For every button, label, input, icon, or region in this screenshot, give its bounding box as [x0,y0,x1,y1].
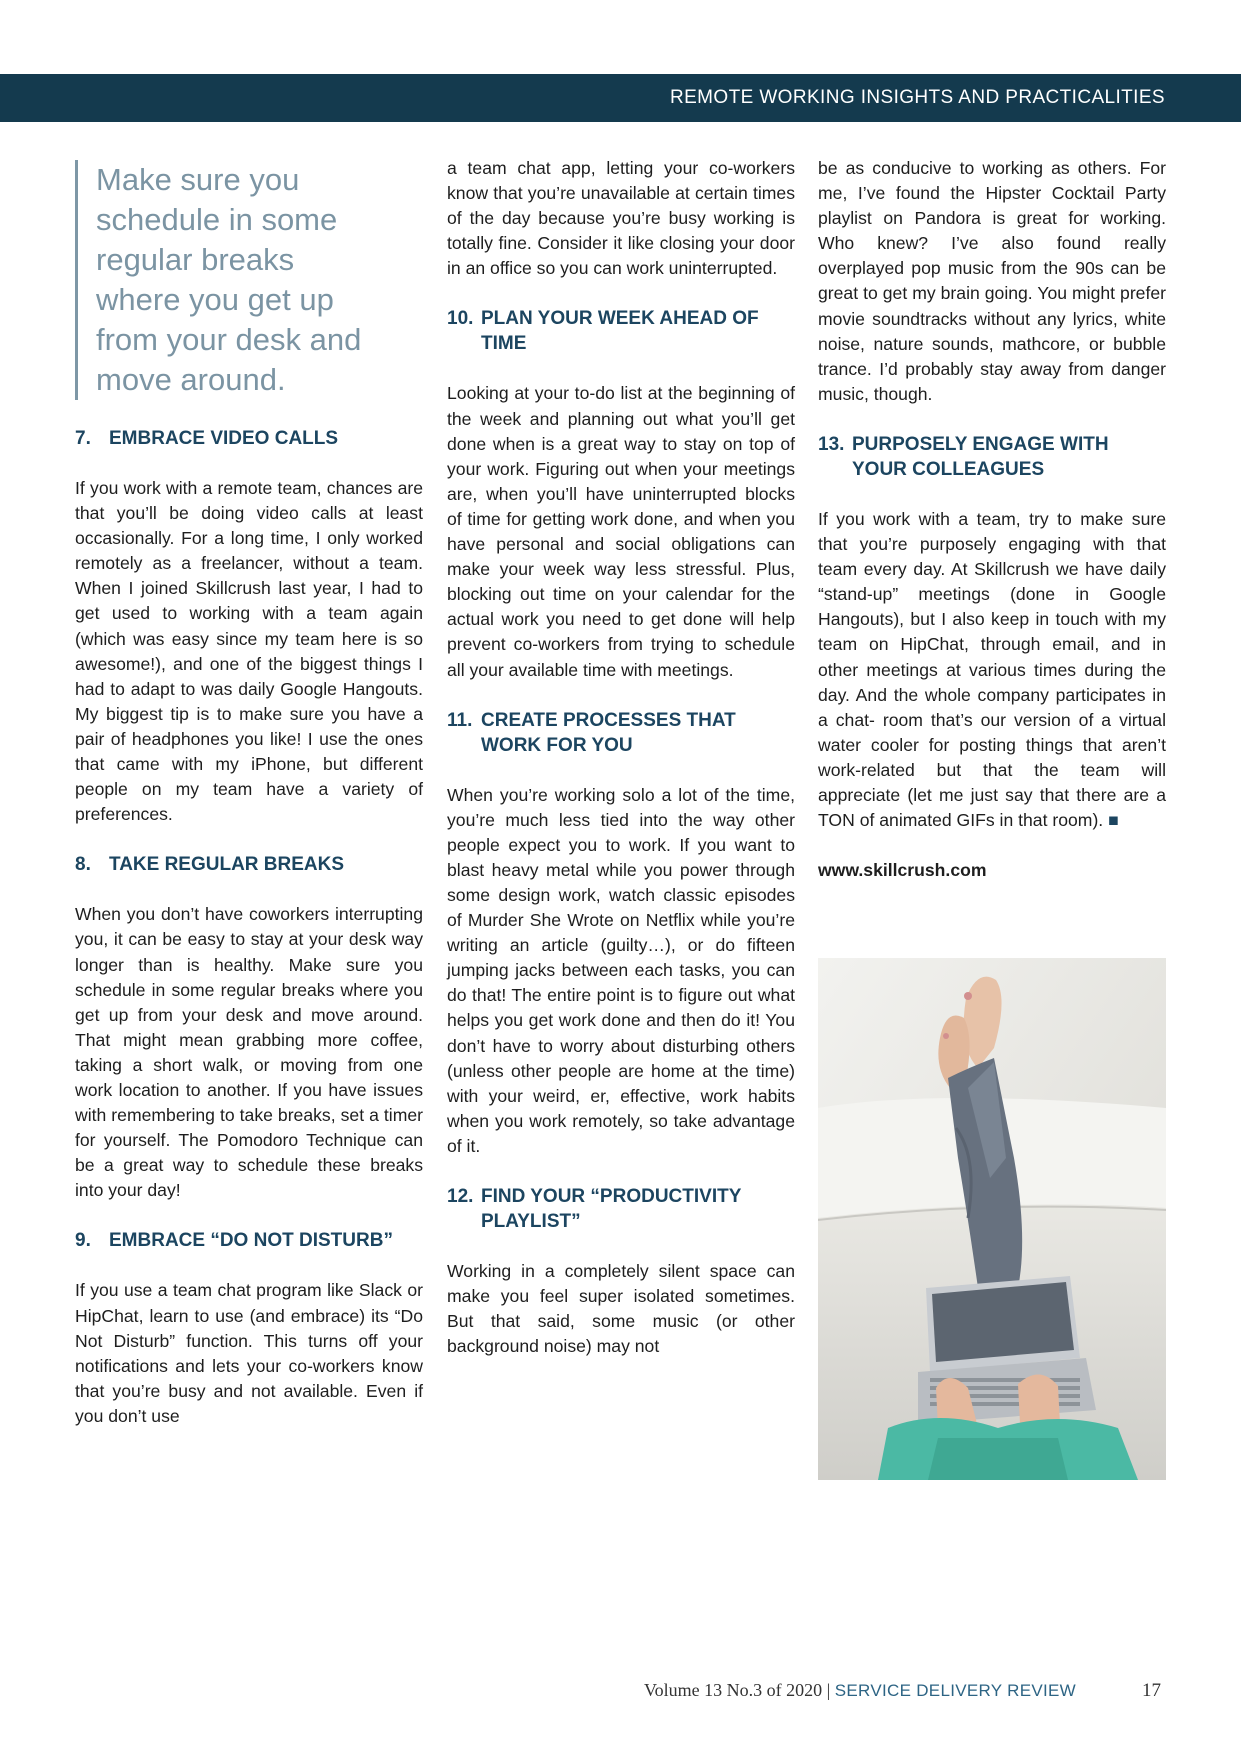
section-9-body-continued: a team chat app, letting your co-workers know that you’re unavailable at certain times of the day because you’re busy working is totally fine. Consider it like closing your door in an office so you can work uninterrupted. [447,158,795,279]
section-10-body: Looking at your to-do list at the beginning of the week and planning out what you’ll get done when is a great way to stay on top of your work. Figuring out when your meetings are, when you’ll have uninterrupted blocks of time for getting work done, and when you have personal and social obligations can make your week way less stressful. Plus, blocking out time on your calendar for the actual work you need to get done will help prevent co-workers from trying to schedule all your available time with meetings. [447,383,795,680]
section-title: EMBRACE VIDEO CALLS [109,428,339,449]
footer-volume: Volume 13 No.3 of 2020 [644,1680,823,1700]
laptop-on-couch-photo [818,958,1166,1480]
section-7-body: If you work with a remote team, chances are that you’ll be doing video calls at least occasionally. For a long time, I only worked remotely as a freelancer, without a team. When I joined Skillcrush last year, I had to get used to working with a team again (which was easy since my team here is so awesome!), and one of the biggest things I had to adapt to was daily Google Hangouts. My biggest tip is to make sure you have a pair of headphones you like! I use the ones that came with my iPhone, but different people on my team have a variety of preferences. [75,478,423,825]
section-title: TAKE REGULAR BREAKS [109,854,345,876]
section-title: PURPOSELY ENGAGE WITH YOUR COLLEAGUES [852,433,1109,480]
footer-separator: | [826,1680,831,1700]
end-mark-icon: ■ [1108,810,1119,831]
pull-quote-line: move around. [96,362,286,397]
column-3 [818,156,1166,883]
footer-issue [644,1680,1076,1701]
section-7-heading [75,426,423,451]
pull-quote-line: schedule in some [96,202,338,237]
section-13-body-text: If you work with a team, try to make sure that you’re purposely engaging with that team every day. At Skillcrush we have daily “stand-up” meetings (done in Google Hangouts), but I also keep in touch with my team on HipChat, through email, and in other meetings at various times during the day. And the whole company participates in a chat- room that’s our version of a virtual water cooler for posting things that aren’t work-related but that the team will appreciate (let me just say that there are a TON of animated GIFs in that room). [818,508,1166,831]
section-title: PLAN YOUR WEEK AHEAD OF TIME [481,308,759,355]
pull-quote-line: regular breaks [96,242,295,277]
pull-quote-line: Make sure you [96,162,300,197]
section-number: 8. [75,854,91,876]
pull-quote-line: from your desk and [96,322,362,357]
page-number: 17 [1142,1680,1161,1701]
column-2 [447,156,795,1359]
section-13-body [818,507,1166,833]
section-title: FIND YOUR “PRODUCTIVITY PLAYLIST” [481,1186,742,1232]
section-8-body: When you don’t have coworkers interrupting you, it can be easy to stay at your desk way longer than is healthy. Make sure you schedule in some regular breaks where you get up from your desk and move around. That might mean grabbing more coffee, taking a short walk, or moving from one work location to another. If you have issues with remembering to take breaks, set a timer for yourself. The Pomodoro Technique can be a great way to schedule these breaks into your day! [75,904,423,1201]
pull-quote [75,160,423,400]
section-8-heading [75,852,423,877]
column-1 [75,150,423,1429]
section-9-heading [75,1228,423,1253]
section-10-heading [447,306,795,356]
pull-quote-line: where you get up [96,282,334,317]
section-9-body: If you use a team chat program like Slack or HipChat, learn to use (and embrace) its “Do Not Disturb” function. This turns off your notifications and lets your co-workers know that you’re busy and not available. Even if you don’t use [75,1280,423,1426]
section-number: 11. [447,709,473,731]
running-header-title: REMOTE WORKING INSIGHTS AND PRACTICALITIES [669,87,1165,108]
section-number: 9. [75,1230,91,1252]
section-13-heading [818,432,1166,482]
section-11-body: When you’re working solo a lot of the time, you’re much less tied into the way other people expect you to work. If you want to blast heavy metal while you power through some design work, watch classic episodes of Murder She Wrote on Netflix while you’re writing an article (guilty…), or do fifteen jumping jacks between each tasks, you can do that! The entire point is to figure out what helps you get work done and then do it! You don’t have to worry about disturbing others (unless other people are home at the time) with your weird, er, effective, work habits when you work remotely, so take advantage of it. [447,784,795,1156]
section-number: 10. [447,308,474,330]
section-12-heading [447,1184,795,1234]
section-title: EMBRACE “DO NOT DISTURB” [109,1230,393,1252]
section-number: 13. [818,433,845,455]
section-11-heading [447,708,795,758]
section-12-body-continued: be as conducive to working as others. For me, I’ve found the Hipster Cocktail Party playlist on Pandora is great for working. Who knew? I’ve also found really overplayed pop music from the 90s can be great to get my brain going. You might prefer movie soundtracks without any lyrics, white noise, nature sounds, mathcore, or bubble trance. I’d probably stay away from danger music, though. [818,158,1166,404]
section-12-body: Working in a completely silent space can make you feel super isolated sometimes. But that said, some music (or other background noise) may not [447,1261,795,1357]
footer-publication: SERVICE DELIVERY REVIEW [834,1681,1076,1700]
website-link[interactable]: www.skillcrush.com [818,860,987,881]
section-title: CREATE PROCESSES THAT WORK FOR YOU [481,709,736,756]
section-number: 7. [75,428,91,449]
section-number: 12. [447,1186,474,1207]
header-bar [0,74,1241,122]
